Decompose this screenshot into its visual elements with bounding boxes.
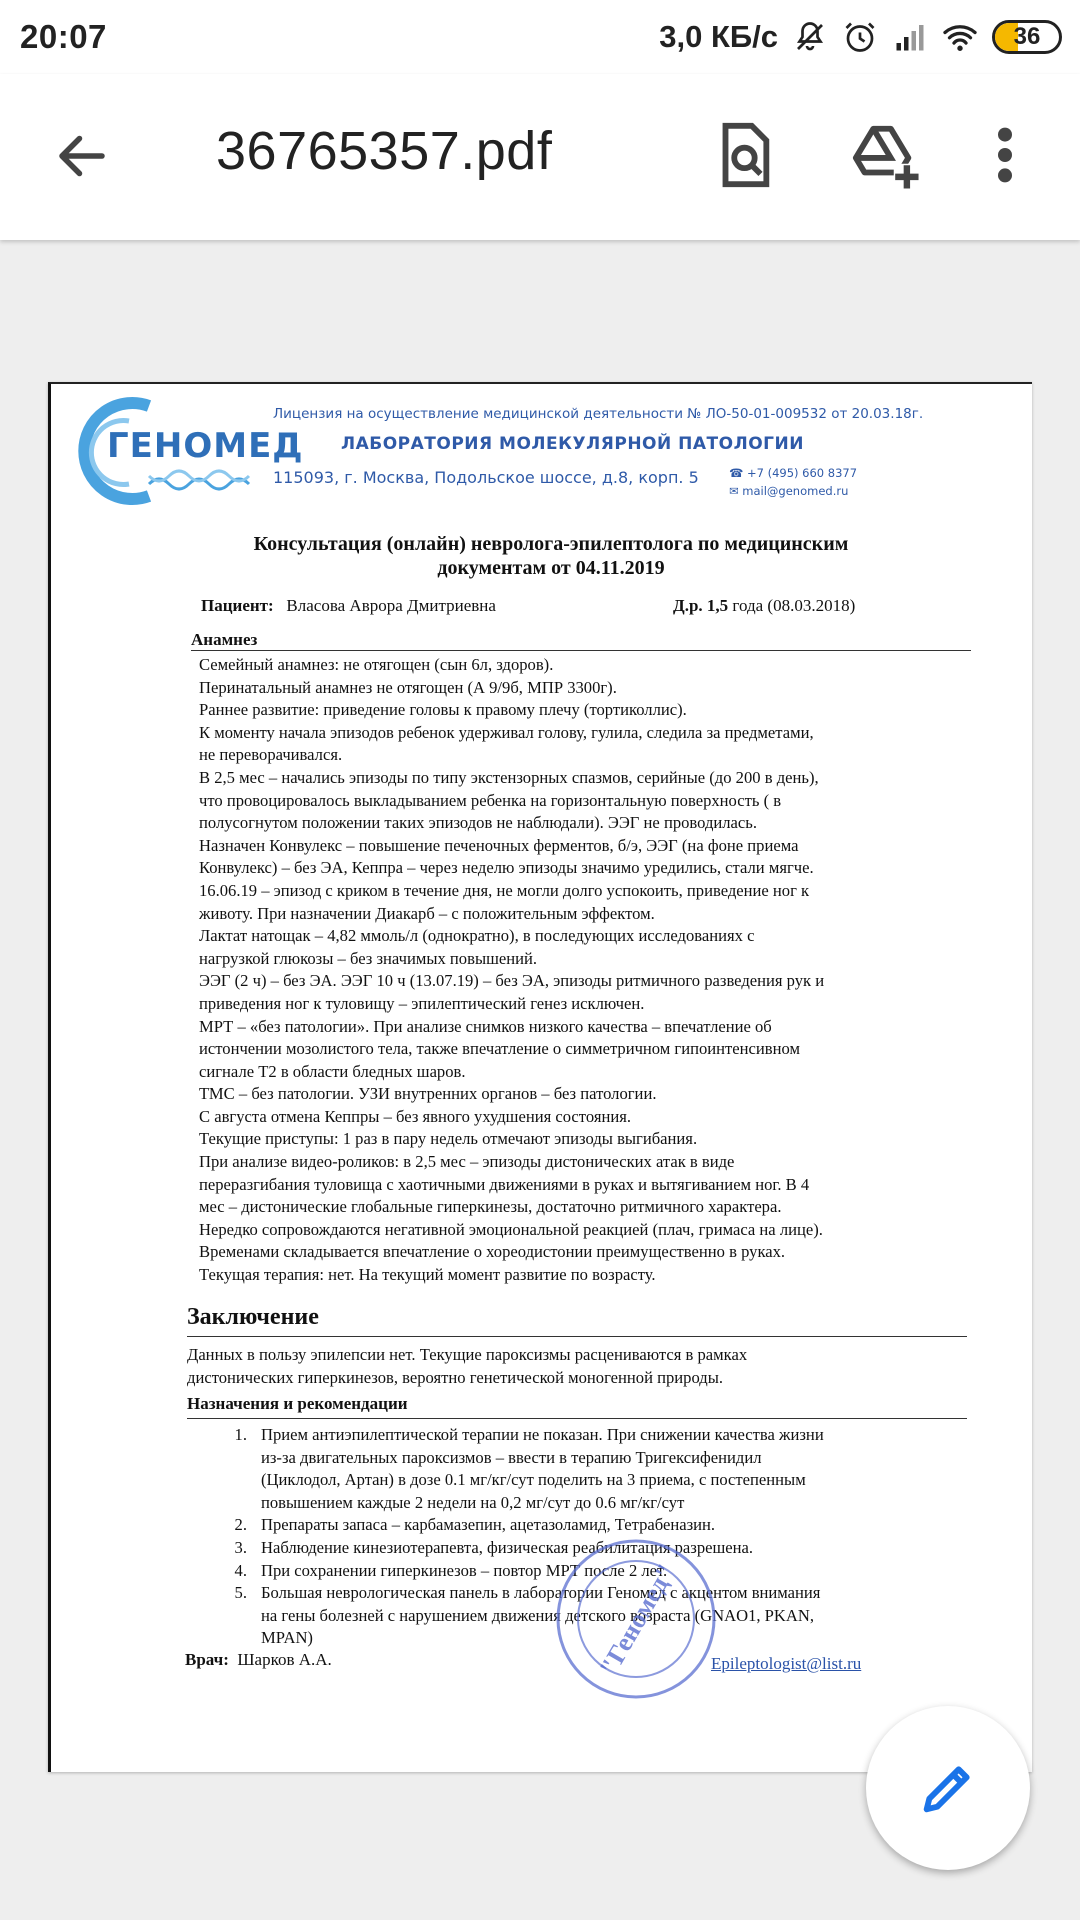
divider	[187, 1336, 967, 1337]
text-line: Назначен Конвулекс – повышение печеночных ферментов, б/э, ЭЭГ (на фоне приема	[199, 835, 799, 855]
edit-fab-button[interactable]	[866, 1706, 1030, 1870]
phone-number: +7 (495) 660 8377	[746, 466, 858, 480]
anamnesis-heading: Анамнез	[191, 630, 258, 649]
wifi-icon	[942, 19, 978, 55]
app-bar	[0, 74, 1080, 240]
doctor-email-link[interactable]: Epileptologist@list.ru	[711, 1654, 862, 1673]
dob-value: года (08.03.2018)	[732, 596, 856, 615]
edit-pencil-icon	[916, 1756, 980, 1820]
address-line: 115093, г. Москва, Подольское шоссе, д.8, корп. 5	[273, 468, 699, 487]
doctor-name: Шарков А.А.	[237, 1650, 332, 1669]
conclusion-text	[187, 1344, 967, 1389]
text-line: полусогнутом положении таких эпизодов не наблюдали). ЭЭГ не проводилась.	[199, 813, 758, 833]
recommendations-heading: Назначения и рекомендации	[187, 1394, 408, 1413]
list-number: 3.	[234, 1537, 247, 1557]
lab-name: ЛАБОРАТОРИЯ МОЛЕКУЛЯРНОЙ ПАТОЛОГИИ	[341, 434, 804, 454]
search-document-icon[interactable]	[708, 120, 778, 190]
more-vert-icon[interactable]	[980, 120, 1030, 190]
status-icons	[659, 19, 1062, 55]
text-line: MPAN)	[261, 1628, 313, 1648]
text-line: В 2,5 мес – начались эпизоды по типу экстензорных спазмов, серийные (до 200 в день),	[199, 767, 819, 787]
text-line: С августа отмена Кеппры – без явного ухудшения состояния.	[199, 1106, 631, 1126]
text-line: повышением каждые 2 недели на 0,2 мг/сут до 0.6 мг/кг/сут	[261, 1492, 685, 1512]
battery-level: 36	[1013, 23, 1041, 50]
text-line: Временами складывается впечатление о хореодистонии преимущественно в руках.	[199, 1242, 786, 1262]
text-line: Нередко сопровождаются негативной эмоциональной реакцией (плач, гримаса на лице).	[199, 1219, 823, 1239]
mute-icon	[792, 19, 828, 55]
text-line: Семейный анамнез: не отягощен (сын 6л, здоров).	[199, 655, 554, 674]
dob-label: Д.р. 1,5	[673, 596, 729, 615]
text-line: Наблюдение кинезиотерапевта, физическая реабилитация разрешена.	[261, 1537, 754, 1557]
list-number: 5.	[234, 1583, 247, 1603]
divider	[191, 650, 971, 651]
email-line: ✉ mail@genomed.ru	[729, 484, 849, 498]
license-line: Лицензия на осуществление медицинской деятельности № ЛО-50-01-009532 от 20.03.18г.	[273, 406, 924, 422]
text-line: Данных в пользу эпилепсии нет. Текущие пароксизмы расцениваются в рамках	[187, 1345, 748, 1364]
file-title: 36765357.pdf	[216, 121, 553, 181]
dob-row	[673, 596, 855, 616]
text-line: Препараты запаса – карбамазепин, ацетазоламид, Тетрабеназин.	[261, 1515, 716, 1535]
text-line: Прием антиэпилептической терапии не показан. При снижении качества жизни	[261, 1425, 824, 1444]
doctor-label: Врач:	[185, 1650, 229, 1669]
battery-icon	[992, 20, 1062, 54]
patient-name: Власова Аврора Дмитриевна	[286, 596, 496, 615]
phone-line: ☎ +7 (495) 660 8377	[729, 466, 858, 480]
list-item	[211, 1424, 991, 1514]
pdf-page[interactable]	[48, 382, 1032, 1772]
text-line: на гены болезней с нарушением движения детского возраста (GNAO1, PKAN,	[261, 1605, 815, 1625]
logo-text: ГЕНОМЕД	[107, 426, 304, 466]
list-number: 4.	[234, 1560, 247, 1580]
text-line: дистонических гиперкинезов, вероятно генетической моногенной природы.	[187, 1367, 724, 1387]
text-line: Текущая терапия: нет. На текущий момент развитие по возрасту.	[199, 1265, 656, 1285]
list-number: 1.	[234, 1425, 247, 1444]
title-line-1: Консультация (онлайн) невролога-эпилептолога по медицинским	[253, 533, 849, 555]
text-line: что провоцировалось выкладыванием ребенка на горизонтальную поверхность ( в	[199, 790, 782, 810]
lab-email: mail@genomed.ru	[742, 484, 849, 498]
text-line: Большая неврологическая панель в лаборатории Геномед с акцентом внимания	[261, 1583, 821, 1603]
status-time: 20:07	[20, 18, 107, 55]
text-line: сигнале Т2 в области бледных шаров.	[199, 1061, 466, 1081]
document-title	[201, 532, 901, 580]
text-line: нагрузкой глюкозы – без значимых повышений.	[199, 948, 538, 968]
text-line: Текущие приступы: 1 раз в пару недель отмечают эпизоды выгибания.	[199, 1129, 698, 1149]
text-line: Перинатальный анамнез не отягощен (А 9/9б, МПР 3300г).	[199, 677, 617, 697]
network-speed: 3,0 КБ/с	[659, 19, 778, 54]
text-line: мес – дистонические глобальные гиперкинезы, достаточно ритмичного характера.	[199, 1197, 782, 1217]
text-line: Конвулекс) – без ЭА, Кеппра – через неделю эпизоды значимо уредились, стали мягче.	[199, 858, 814, 878]
divider	[187, 1418, 967, 1419]
patient-label: Пациент:	[201, 596, 274, 615]
signal-icon	[892, 19, 928, 55]
alarm-icon	[842, 19, 878, 55]
title-line-2: документам от 04.11.2019	[437, 557, 665, 579]
back-arrow-icon[interactable]	[52, 126, 112, 186]
text-line: К моменту начала эпизодов ребенок удерживал голову, гулила, следила за предметами,	[199, 722, 814, 742]
text-line: 16.06.19 – эпизод с криком в течение дня, не могли долго успокоить, приведение ног к	[199, 880, 810, 900]
text-line: МРТ – «без патологии». При анализе снимков низкого качества – впечатление об	[199, 1016, 772, 1036]
list-item-text	[261, 1424, 824, 1514]
text-line: Раннее развитие: приведение головы к правому плечу (тортиколлис).	[199, 700, 687, 720]
text-line: переразгибания туловища с хаотичными движениями в руках и вытягиванием ног. В 4	[199, 1174, 810, 1194]
conclusion-heading: Заключение	[187, 1304, 319, 1330]
text-line: не переворачивался.	[199, 745, 343, 765]
text-line: истончении мозолистого тела, также впечатление о симметричном гипоинтенсивном	[199, 1039, 800, 1059]
text-line: из-за двигательных пароксизмов – ввести в терапию Тригексифенидил	[261, 1447, 762, 1467]
stamp-text: "Геномед"	[593, 1558, 681, 1681]
patient-row	[201, 596, 496, 616]
text-line: При анализе видео-роликов: в 2,5 мес – эпизоды дистонических атак в виде	[199, 1152, 735, 1172]
text-line: (Циклодол, Артан) в дозе 0.1 мг/кг/сут поделить на 3 приема, с постепенным	[261, 1470, 806, 1490]
anamnesis-text	[199, 654, 979, 1287]
text-line: приведения ног к туловищу – эпилептический генез исключен.	[199, 993, 645, 1013]
text-line: ЭЭГ (2 ч) – без ЭА. ЭЭГ 10 ч (13.07.19) – без ЭА, эпизоды ритмичного разведения рук и	[199, 971, 825, 991]
list-item-text	[261, 1582, 820, 1650]
add-to-drive-icon[interactable]	[850, 120, 920, 190]
doctor-row	[185, 1650, 332, 1670]
status-bar	[0, 0, 1080, 74]
text-line: При сохранении гиперкинезов – повтор МРТ после 2 лет.	[261, 1560, 668, 1580]
list-number: 2.	[234, 1515, 247, 1535]
stamp-seal	[551, 1534, 721, 1704]
text-line: животу. При назначении Диакарб – с положительным эффектом.	[199, 903, 655, 923]
text-line: ТМС – без патологии. УЗИ внутренних органов – без патологии.	[199, 1084, 657, 1104]
text-line: Лактат натощак – 4,82 ммоль/л (однократно), в последующих исследованиях с	[199, 926, 755, 946]
